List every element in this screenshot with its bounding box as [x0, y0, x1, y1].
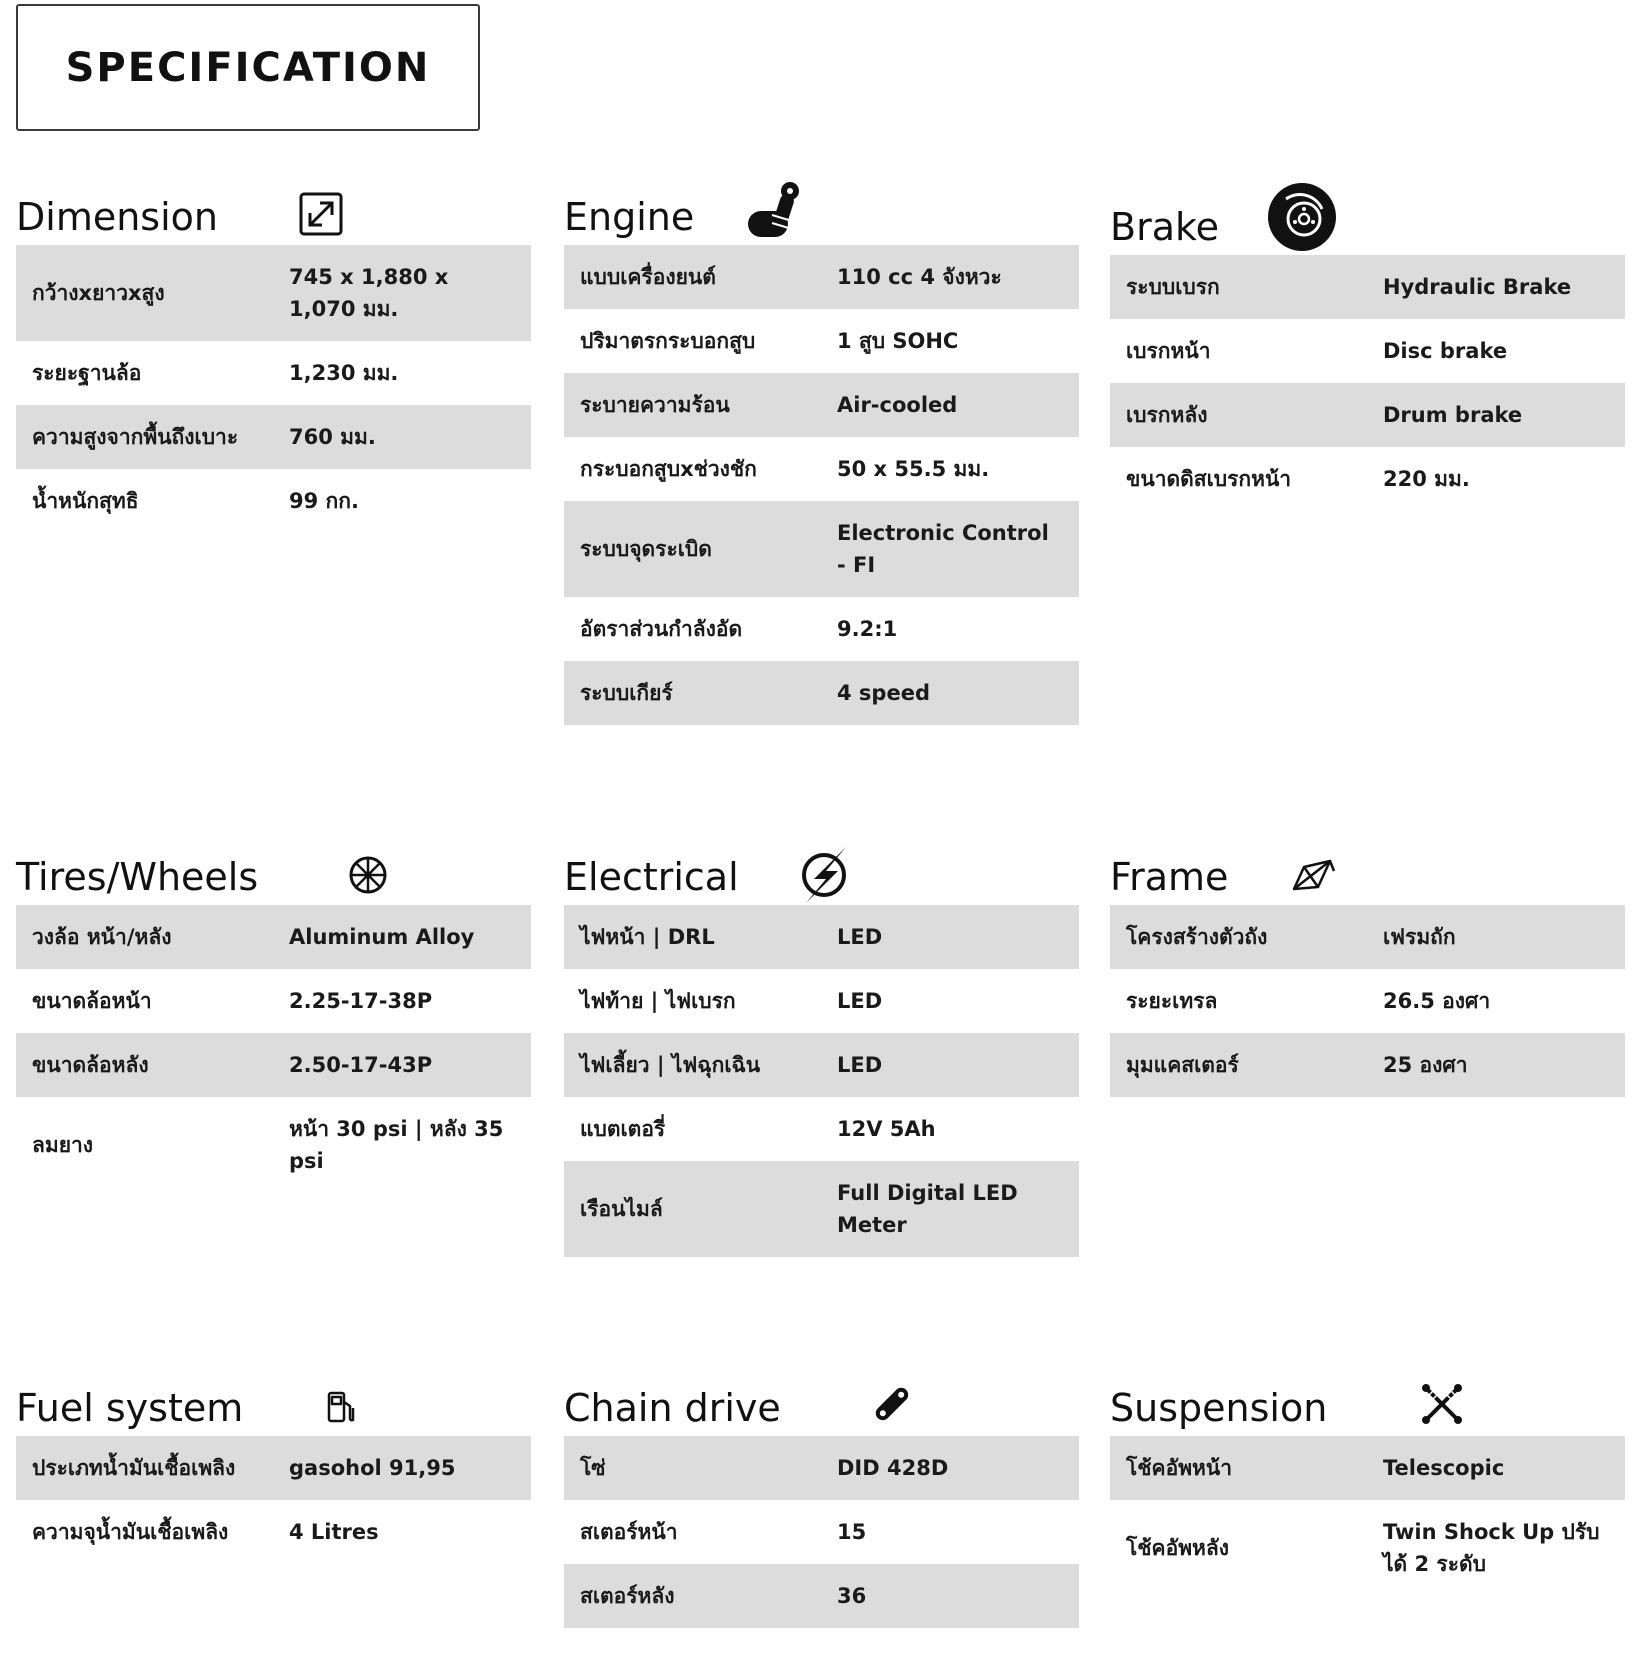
row-value: 36 [821, 1564, 1079, 1628]
row-label: ระบบจุดระเบิด [564, 501, 821, 597]
table-row [1110, 1500, 1625, 1596]
table-row [564, 1161, 1079, 1257]
row-label: เบรกหลัง [1110, 383, 1367, 447]
table-row [16, 905, 531, 969]
spec-table [1110, 905, 1625, 1097]
row-label: ขนาดล้อหน้า [32, 989, 152, 1013]
row-label: มุมแคสเตอร์ [1110, 1033, 1367, 1097]
table-row [564, 309, 1079, 373]
row-label: ระยะฐานล้อ [32, 361, 142, 385]
row-label: โช้คอัพหน้า [1110, 1436, 1367, 1500]
table-row [564, 1564, 1079, 1628]
row-label: ระยะเทรล [1126, 989, 1218, 1013]
row-label: ไฟท้าย | ไฟเบรก [580, 989, 736, 1013]
section-title: Suspension [1110, 1386, 1328, 1430]
table-row [1110, 969, 1625, 1033]
table-row [1110, 255, 1625, 319]
wheel-icon [348, 855, 388, 895]
row-label: ขนาดดิสเบรกหน้า [1126, 467, 1292, 491]
section-brake [1110, 185, 1625, 511]
table-row [1110, 1033, 1625, 1097]
spec-table [16, 905, 531, 1193]
row-label: กว้างxยาวxสูง [16, 245, 273, 341]
row-value: 2.25-17-38P [289, 989, 433, 1013]
section-title: Engine [564, 195, 695, 239]
row-value: หน้า 30 psi | หลัง 35 psi [289, 1117, 504, 1173]
row-label: อัตราส่วนกำลังอัด [580, 617, 743, 641]
row-value: Electronic Control - FI [821, 501, 1079, 597]
table-row [564, 1033, 1079, 1097]
row-value: 12V 5Ah [837, 1117, 936, 1141]
spec-table [564, 1436, 1079, 1628]
row-value: 220 มม. [1383, 467, 1470, 491]
table-row [16, 245, 531, 341]
table-row [16, 969, 531, 1033]
spec-table [564, 905, 1079, 1257]
section-tires-wheels [16, 835, 531, 1193]
row-value: เฟรมถัก [1367, 905, 1625, 969]
row-label: ประเภทน้ำมันเชื้อเพลิง [16, 1436, 273, 1500]
fuel-pump-icon [326, 1390, 356, 1424]
row-value: Hydraulic Brake [1367, 255, 1625, 319]
row-value: LED [821, 1033, 1079, 1097]
row-value: 745 x 1,880 x 1,070 มม. [273, 245, 531, 341]
table-row [16, 405, 531, 469]
row-label: เรือนไมล์ [564, 1161, 821, 1257]
table-row [564, 501, 1079, 597]
section-title: Frame [1110, 855, 1229, 899]
table-row [564, 905, 1079, 969]
spec-table [1110, 1436, 1625, 1596]
row-value: 9.2:1 [837, 617, 898, 641]
section-electrical [564, 835, 1079, 1257]
row-value: DID 428D [821, 1436, 1079, 1500]
row-value: 15 [837, 1520, 867, 1544]
row-label: กระบอกสูบxช่วงชัก [580, 457, 757, 481]
row-label: ลมยาง [32, 1133, 94, 1157]
table-row [16, 1033, 531, 1097]
row-value: Aluminum Alloy [273, 905, 531, 969]
row-value: Twin Shock Up ปรับได้ 2 ระดับ [1383, 1520, 1600, 1576]
row-label: สเตอร์หน้า [580, 1520, 678, 1544]
row-value: LED [821, 905, 1079, 969]
spec-table [16, 245, 531, 533]
table-row [564, 373, 1079, 437]
section-title: Fuel system [16, 1386, 244, 1430]
row-value: 760 มม. [273, 405, 531, 469]
table-row [16, 1436, 531, 1500]
spec-table [1110, 255, 1625, 511]
table-row [16, 469, 531, 533]
page-title: SPECIFICATION [16, 4, 480, 131]
table-row [564, 597, 1079, 661]
section-chain-drive [564, 1366, 1079, 1628]
section-dimension [16, 175, 531, 533]
section-frame [1110, 835, 1625, 1097]
engine-piston-icon [746, 181, 804, 241]
row-value: 4 speed [821, 661, 1079, 725]
row-label: ขนาดล้อหลัง [16, 1033, 273, 1097]
brake-disc-icon [1266, 181, 1338, 253]
table-row [564, 1500, 1079, 1564]
table-row [16, 1097, 531, 1193]
row-label: ความสูงจากพื้นถึงเบาะ [16, 405, 273, 469]
row-label: โครงสร้างตัวถัง [1110, 905, 1367, 969]
row-value: 25 องศา [1367, 1033, 1625, 1097]
table-row [564, 1436, 1079, 1500]
spec-table [16, 1436, 531, 1564]
row-value: 110 cc 4 จังหวะ [821, 245, 1079, 309]
row-label: สเตอร์หลัง [564, 1564, 821, 1628]
row-value: Disc brake [1383, 339, 1508, 363]
frame-icon [1290, 857, 1336, 893]
table-row [1110, 1436, 1625, 1500]
row-label: แบตเตอรี่ [580, 1117, 666, 1141]
row-label: ระบบเบรก [1110, 255, 1367, 319]
section-title: Chain drive [564, 1386, 781, 1430]
row-value: 4 Litres [289, 1520, 379, 1544]
row-label: ระบายความร้อน [564, 373, 821, 437]
lightning-bolt-icon [800, 845, 852, 905]
row-label: โซ่ [564, 1436, 821, 1500]
row-value: Full Digital LED Meter [821, 1161, 1079, 1257]
shock-absorber-icon [1420, 1382, 1464, 1426]
row-value: 99 กก. [289, 489, 359, 513]
section-engine [564, 175, 1079, 725]
row-label: ความจุน้ำมันเชื้อเพลิง [32, 1520, 229, 1544]
row-label: แบบเครื่องยนต์ [564, 245, 821, 309]
section-title: Tires/Wheels [16, 855, 259, 899]
row-value: Telescopic [1367, 1436, 1625, 1500]
row-label: ไฟหน้า | DRL [564, 905, 821, 969]
spec-table [564, 245, 1079, 725]
row-value: LED [837, 989, 883, 1013]
section-title: Dimension [16, 195, 218, 239]
table-row [564, 1097, 1079, 1161]
table-row [1110, 319, 1625, 383]
section-title: Brake [1110, 205, 1220, 249]
table-row [16, 1500, 531, 1564]
row-value: 2.50-17-43P [273, 1033, 531, 1097]
table-row [1110, 905, 1625, 969]
resize-arrow-icon [298, 191, 344, 237]
table-row [1110, 447, 1625, 511]
table-row [564, 969, 1079, 1033]
row-label: ปริมาตรกระบอกสูบ [580, 329, 756, 353]
section-title: Electrical [564, 855, 739, 899]
table-row [564, 437, 1079, 501]
section-suspension [1110, 1366, 1625, 1596]
row-value: Drum brake [1367, 383, 1625, 447]
row-label: ไฟเลี้ยว | ไฟฉุกเฉิน [564, 1033, 821, 1097]
row-label: ระบบเกียร์ [564, 661, 821, 725]
section-fuel-system [16, 1366, 531, 1564]
row-label: เบรกหน้า [1126, 339, 1211, 363]
table-row [1110, 383, 1625, 447]
chain-link-icon [870, 1382, 914, 1426]
table-row [16, 341, 531, 405]
row-value: 26.5 องศา [1383, 989, 1491, 1013]
table-row [564, 661, 1079, 725]
row-value: 1,230 มม. [289, 361, 399, 385]
row-value: 1 สูบ SOHC [837, 329, 959, 353]
row-label: วงล้อ หน้า/หลัง [16, 905, 273, 969]
row-label: โช้คอัพหลัง [1126, 1536, 1230, 1560]
row-value: gasohol 91,95 [273, 1436, 531, 1500]
row-label: น้ำหนักสุทธิ [32, 489, 139, 513]
row-value: 50 x 55.5 มม. [837, 457, 990, 481]
table-row [564, 245, 1079, 309]
row-value: Air-cooled [821, 373, 1079, 437]
